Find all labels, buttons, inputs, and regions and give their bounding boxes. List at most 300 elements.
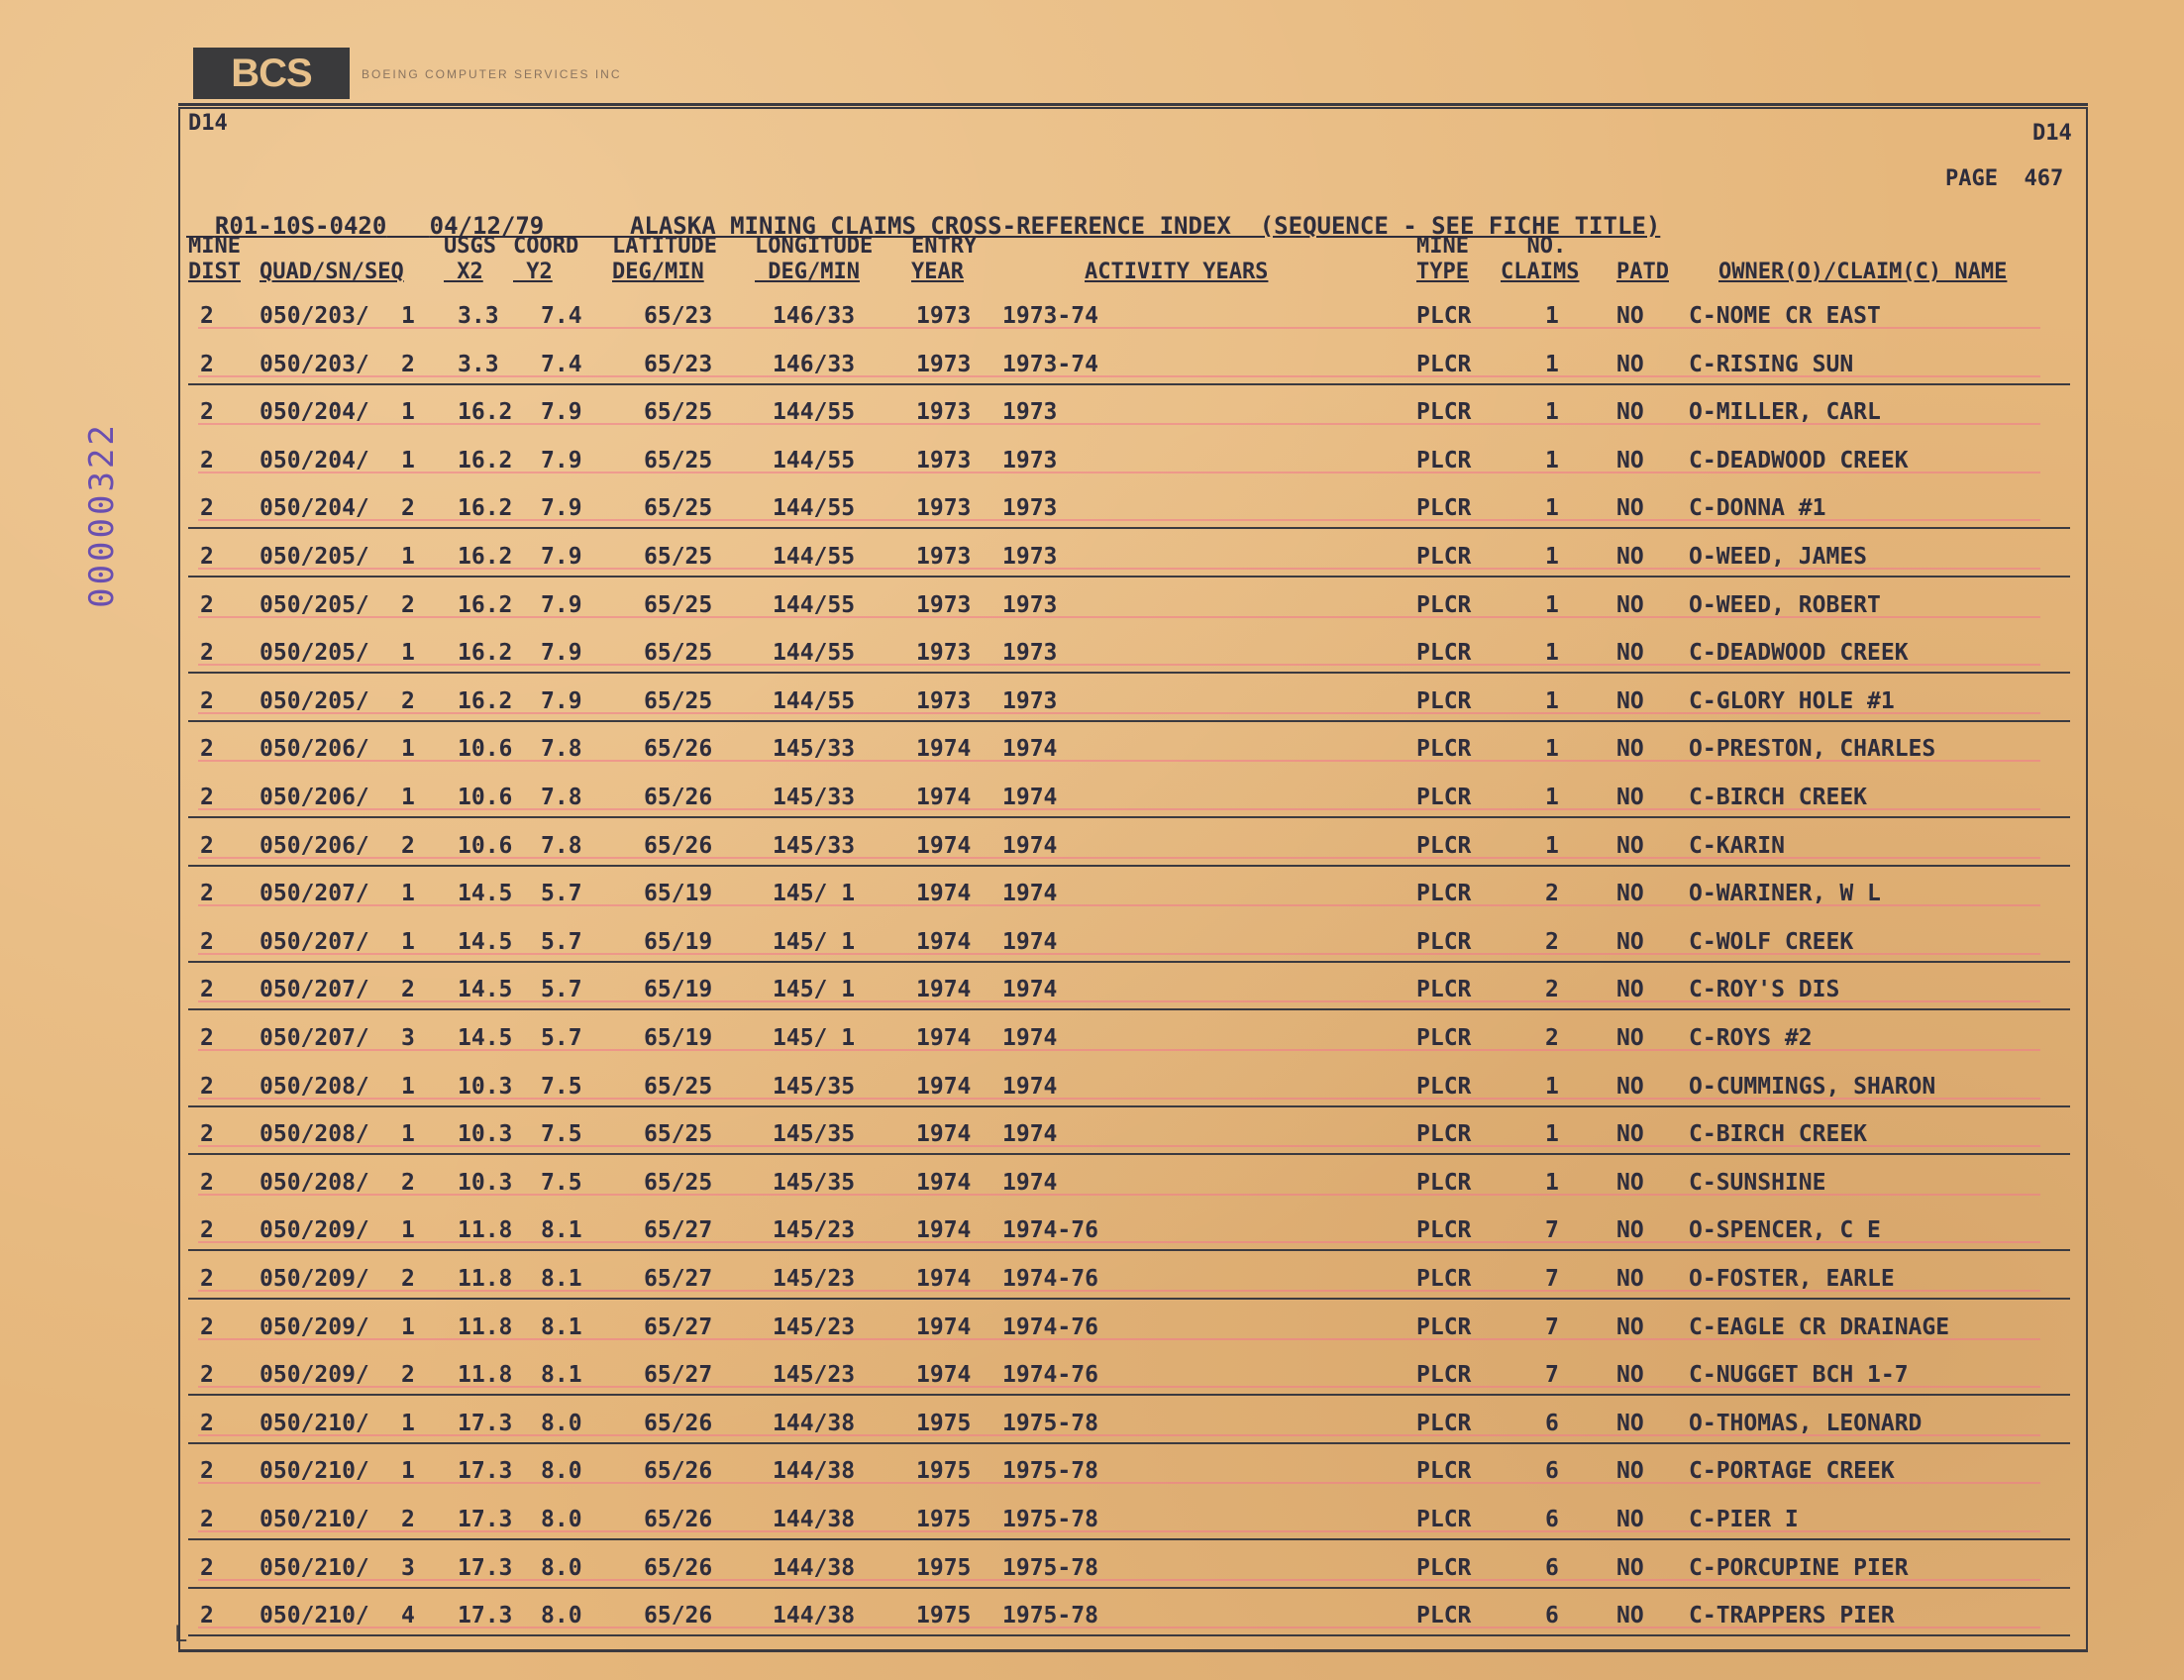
page-code-right: D14	[2032, 121, 2072, 146]
row-rule	[188, 1008, 2070, 1010]
cell-activity-years: 1974	[1002, 832, 1058, 859]
cell-entry-year: 1973	[916, 447, 972, 473]
cell-longitude: 144/55	[773, 447, 856, 473]
header-mine-type	[1416, 234, 1469, 285]
cell-longitude: 144/55	[773, 495, 856, 522]
cell-patd: NO	[1616, 881, 1644, 907]
cell-latitude: 65/25	[644, 399, 713, 426]
cell-claims: 2	[1545, 1025, 1559, 1051]
bcs-logo: BCS	[193, 48, 350, 99]
cell-quad: 050/209/	[260, 1266, 369, 1292]
cell-activity-years: 1973-74	[1002, 351, 1098, 377]
cell-latitude: 65/19	[644, 977, 713, 1003]
cell-activity-years: 1973	[1002, 447, 1058, 473]
row-rule	[188, 383, 2070, 385]
cell-activity-years: 1974	[1002, 1169, 1058, 1196]
table-row	[178, 682, 2088, 730]
cell-dist: 2	[200, 1507, 214, 1532]
cell-activity-years: 1974	[1002, 785, 1058, 810]
cell-claims: 1	[1545, 495, 1559, 522]
cell-quad: 050/203/	[260, 351, 369, 377]
cell-y2: 7.4	[541, 351, 582, 377]
cell-name: O-CUMMINGS, SHARON	[1689, 1073, 1936, 1100]
cell-name: O-THOMAS, LEONARD	[1689, 1410, 1923, 1436]
cell-seq: 1	[401, 928, 415, 955]
cell-y2: 7.9	[541, 544, 582, 570]
header-line2: QUAD/SN/SEQ	[260, 260, 404, 284]
table-row	[178, 1501, 2088, 1548]
cell-y2: 5.7	[541, 881, 582, 907]
cell-longitude: 144/55	[773, 687, 856, 714]
cell-name: O-WARINER, W L	[1689, 881, 1881, 907]
cell-entry-year: 1974	[916, 1266, 972, 1292]
cell-claims: 2	[1545, 928, 1559, 955]
frame-top-rule	[178, 103, 2088, 106]
cell-seq: 1	[401, 736, 415, 763]
cell-y2: 7.8	[541, 785, 582, 810]
cell-x2: 11.8	[458, 1217, 513, 1244]
table-row	[178, 1211, 2088, 1259]
cell-x2: 14.5	[458, 928, 513, 955]
row-rule	[188, 1298, 2070, 1300]
cell-x2: 10.3	[458, 1073, 513, 1100]
page-code-left: D14	[188, 111, 228, 136]
header-line2: X2	[444, 260, 483, 284]
cell-longitude: 144/38	[773, 1603, 856, 1629]
report-title: ALASKA MINING CLAIMS CROSS-REFERENCE INDEX (SEQUENCE - SEE FICHE TITLE)	[629, 212, 1661, 240]
cell-patd: NO	[1616, 1313, 1644, 1340]
row-rule	[188, 1587, 2070, 1589]
cell-seq: 2	[401, 351, 415, 377]
cell-activity-years: 1975-78	[1002, 1554, 1098, 1581]
cell-quad: 050/209/	[260, 1362, 369, 1389]
header-line2: CLAIMS	[1501, 260, 1580, 284]
cell-y2: 7.9	[541, 447, 582, 473]
row-rule	[188, 1634, 2070, 1636]
row-rule	[188, 1394, 2070, 1396]
cell-mine-type: PLCR	[1416, 591, 1472, 618]
cell-x2: 16.2	[458, 640, 513, 667]
cell-y2: 7.9	[541, 591, 582, 618]
row-rule	[188, 1249, 2070, 1251]
cell-name: C-DEADWOOD CREEK	[1689, 640, 1909, 667]
cell-longitude: 144/38	[773, 1458, 856, 1485]
cell-latitude: 65/25	[644, 447, 713, 473]
cell-activity-years: 1975-78	[1002, 1458, 1098, 1485]
table-row	[178, 1356, 2088, 1404]
header-line1: COORD	[513, 234, 579, 259]
cell-name: C-TRAPPERS PIER	[1689, 1603, 1895, 1629]
cell-claims: 7	[1545, 1362, 1559, 1389]
cell-claims: 2	[1545, 977, 1559, 1003]
table-row	[178, 393, 2088, 441]
cell-quad: 050/207/	[260, 977, 369, 1003]
cell-seq: 2	[401, 1169, 415, 1196]
cell-patd: NO	[1616, 1025, 1644, 1051]
cell-dist: 2	[200, 1121, 214, 1148]
cell-activity-years: 1974	[1002, 1025, 1058, 1051]
cell-activity-years: 1974-76	[1002, 1362, 1098, 1389]
cell-dist: 2	[200, 687, 214, 714]
cell-entry-year: 1975	[916, 1603, 972, 1629]
cell-entry-year: 1974	[916, 977, 972, 1003]
cell-dist: 2	[200, 1313, 214, 1340]
table-row	[178, 1405, 2088, 1452]
cell-name: C-PORCUPINE PIER	[1689, 1554, 1909, 1581]
cell-x2: 10.3	[458, 1169, 513, 1196]
row-rule	[188, 1442, 2070, 1444]
cell-seq: 1	[401, 1217, 415, 1244]
cell-quad: 050/209/	[260, 1217, 369, 1244]
cell-claims: 6	[1545, 1554, 1559, 1581]
cell-y2: 7.8	[541, 832, 582, 859]
cell-patd: NO	[1616, 591, 1644, 618]
cell-entry-year: 1974	[916, 1217, 972, 1244]
cell-entry-year: 1973	[916, 351, 972, 377]
report-title-line	[186, 184, 1660, 240]
cell-activity-years: 1973	[1002, 544, 1058, 570]
cell-x2: 10.6	[458, 736, 513, 763]
cell-y2: 7.8	[541, 736, 582, 763]
cell-longitude: 146/33	[773, 351, 856, 377]
cell-x2: 16.2	[458, 447, 513, 473]
cell-patd: NO	[1616, 1458, 1644, 1485]
cell-claims: 1	[1545, 736, 1559, 763]
cell-y2: 7.5	[541, 1121, 582, 1148]
cell-y2: 7.4	[541, 303, 582, 329]
bates-stamp	[77, 406, 122, 614]
cell-dist: 2	[200, 447, 214, 473]
cell-patd: NO	[1616, 1169, 1644, 1196]
cell-mine-type: PLCR	[1416, 1458, 1472, 1485]
cell-claims: 1	[1545, 640, 1559, 667]
header-quad-sn-seq	[260, 234, 404, 285]
cell-latitude: 65/26	[644, 1458, 713, 1485]
header-line1	[260, 234, 404, 260]
cell-name: C-GLORY HOLE #1	[1689, 687, 1895, 714]
cell-latitude: 65/27	[644, 1266, 713, 1292]
header-line2: Y2	[513, 260, 553, 284]
cell-seq: 1	[401, 544, 415, 570]
cell-patd: NO	[1616, 736, 1644, 763]
report-date: 04/12/79	[429, 212, 545, 240]
cell-mine-type: PLCR	[1416, 977, 1472, 1003]
cell-activity-years: 1973-74	[1002, 303, 1098, 329]
cell-dist: 2	[200, 1169, 214, 1196]
cell-seq: 1	[401, 640, 415, 667]
cell-x2: 14.5	[458, 1025, 513, 1051]
cell-x2: 17.3	[458, 1458, 513, 1485]
cell-seq: 3	[401, 1025, 415, 1051]
cell-y2: 7.9	[541, 495, 582, 522]
cell-claims: 1	[1545, 1121, 1559, 1148]
cell-mine-type: PLCR	[1416, 881, 1472, 907]
header-activity-years	[1085, 234, 1268, 285]
cell-activity-years: 1973	[1002, 495, 1058, 522]
cell-x2: 10.3	[458, 1121, 513, 1148]
cell-entry-year: 1974	[916, 881, 972, 907]
cell-longitude: 144/38	[773, 1507, 856, 1532]
cell-dist: 2	[200, 1603, 214, 1629]
cell-activity-years: 1973	[1002, 399, 1058, 426]
cell-patd: NO	[1616, 640, 1644, 667]
cell-name: C-DEADWOOD CREEK	[1689, 447, 1909, 473]
cell-quad: 050/208/	[260, 1169, 369, 1196]
report-id: R01-10S-0420	[214, 212, 387, 240]
cell-activity-years: 1974-76	[1002, 1217, 1098, 1244]
table-row	[178, 1260, 2088, 1308]
cell-entry-year: 1973	[916, 495, 972, 522]
cell-claims: 2	[1545, 881, 1559, 907]
cell-mine-type: PLCR	[1416, 1603, 1472, 1629]
cell-activity-years: 1974	[1002, 1073, 1058, 1100]
cell-y2: 7.5	[541, 1073, 582, 1100]
cell-entry-year: 1975	[916, 1554, 972, 1581]
cell-latitude: 65/25	[644, 495, 713, 522]
cell-x2: 10.6	[458, 785, 513, 810]
table-row	[178, 1115, 2088, 1163]
cell-claims: 1	[1545, 351, 1559, 377]
cell-activity-years: 1974	[1002, 736, 1058, 763]
cell-seq: 1	[401, 785, 415, 810]
cell-mine-type: PLCR	[1416, 1121, 1472, 1148]
cell-seq: 2	[401, 1507, 415, 1532]
cell-x2: 16.2	[458, 495, 513, 522]
header-coord-y2	[513, 234, 578, 285]
cell-y2: 7.9	[541, 687, 582, 714]
cell-patd: NO	[1616, 1121, 1644, 1148]
cell-quad: 050/206/	[260, 832, 369, 859]
cell-name: O-PRESTON, CHARLES	[1689, 736, 1936, 763]
cell-longitude: 145/35	[773, 1121, 856, 1148]
cell-activity-years: 1975-78	[1002, 1507, 1098, 1532]
cell-quad: 050/210/	[260, 1603, 369, 1629]
cell-y2: 5.7	[541, 928, 582, 955]
table-row	[178, 1549, 2088, 1597]
header-longitude	[755, 234, 873, 285]
cell-longitude: 144/38	[773, 1554, 856, 1581]
cell-latitude: 65/23	[644, 303, 713, 329]
cell-claims: 7	[1545, 1217, 1559, 1244]
cell-y2: 8.1	[541, 1217, 582, 1244]
cell-patd: NO	[1616, 351, 1644, 377]
cell-mine-type: PLCR	[1416, 1507, 1472, 1532]
cell-latitude: 65/25	[644, 1121, 713, 1148]
table-row	[178, 923, 2088, 971]
cell-latitude: 65/26	[644, 785, 713, 810]
cell-latitude: 65/27	[644, 1313, 713, 1340]
cell-x2: 11.8	[458, 1313, 513, 1340]
cell-y2: 5.7	[541, 1025, 582, 1051]
header-usgs-x2	[444, 234, 496, 285]
cell-mine-type: PLCR	[1416, 399, 1472, 426]
table-row	[178, 538, 2088, 585]
cell-dist: 2	[200, 977, 214, 1003]
cell-entry-year: 1973	[916, 544, 972, 570]
cell-longitude: 145/ 1	[773, 881, 856, 907]
cell-y2: 8.1	[541, 1362, 582, 1389]
cell-latitude: 65/25	[644, 1073, 713, 1100]
cell-longitude: 145/23	[773, 1266, 856, 1292]
cell-entry-year: 1975	[916, 1507, 972, 1532]
table-row	[178, 634, 2088, 682]
cell-x2: 16.2	[458, 591, 513, 618]
cell-dist: 2	[200, 544, 214, 570]
cell-seq: 1	[401, 1073, 415, 1100]
cell-seq: 1	[401, 303, 415, 329]
table-row	[178, 1164, 2088, 1211]
table-row	[178, 1452, 2088, 1500]
cell-claims: 1	[1545, 303, 1559, 329]
cell-dist: 2	[200, 881, 214, 907]
header-line2: TYPE	[1416, 260, 1469, 284]
cell-latitude: 65/26	[644, 1603, 713, 1629]
cell-quad: 050/208/	[260, 1121, 369, 1148]
header-patd	[1616, 234, 1669, 285]
cell-seq: 1	[401, 447, 415, 473]
table-row	[178, 1019, 2088, 1067]
cell-y2: 5.7	[541, 977, 582, 1003]
cell-y2: 8.0	[541, 1507, 582, 1532]
cell-seq: 4	[401, 1603, 415, 1629]
cell-mine-type: PLCR	[1416, 1073, 1472, 1100]
cell-longitude: 145/23	[773, 1362, 856, 1389]
row-rule	[188, 1153, 2070, 1155]
cell-activity-years: 1974-76	[1002, 1266, 1098, 1292]
table-row	[178, 297, 2088, 345]
cell-name: C-BIRCH CREEK	[1689, 1121, 1868, 1148]
cell-entry-year: 1974	[916, 1169, 972, 1196]
cell-quad: 050/205/	[260, 544, 369, 570]
cell-x2: 11.8	[458, 1362, 513, 1389]
cell-longitude: 144/55	[773, 591, 856, 618]
cell-quad: 050/205/	[260, 687, 369, 714]
cell-dist: 2	[200, 1217, 214, 1244]
cell-mine-type: PLCR	[1416, 544, 1472, 570]
cell-name: C-NOME CR EAST	[1689, 303, 1881, 329]
cell-y2: 8.1	[541, 1313, 582, 1340]
cell-dist: 2	[200, 399, 214, 426]
header-line2: OWNER(O)/CLAIM(C) NAME	[1718, 260, 2008, 284]
table-row	[178, 1068, 2088, 1115]
cell-claims: 1	[1545, 544, 1559, 570]
table-row	[178, 489, 2088, 537]
cell-quad: 050/210/	[260, 1410, 369, 1436]
cell-dist: 2	[200, 832, 214, 859]
table-row	[178, 827, 2088, 875]
cell-activity-years: 1973	[1002, 687, 1058, 714]
header-line1: LATITUDE	[612, 234, 717, 259]
cell-x2: 16.2	[458, 399, 513, 426]
header-line1: NO.	[1501, 234, 1567, 259]
page-number: PAGE 467	[1945, 166, 2064, 191]
cell-seq: 2	[401, 495, 415, 522]
table-row	[178, 346, 2088, 393]
cell-quad: 050/204/	[260, 495, 369, 522]
cell-quad: 050/204/	[260, 399, 369, 426]
header-line1: MINE	[188, 234, 241, 259]
cell-mine-type: PLCR	[1416, 1410, 1472, 1436]
cell-mine-type: PLCR	[1416, 785, 1472, 810]
cell-name: O-MILLER, CARL	[1689, 399, 1881, 426]
cell-name: O-FOSTER, EARLE	[1689, 1266, 1895, 1292]
cell-name: C-ROYS #2	[1689, 1025, 1813, 1051]
cell-y2: 7.9	[541, 399, 582, 426]
cell-latitude: 65/25	[644, 1169, 713, 1196]
table-row	[178, 1597, 2088, 1644]
header-owner-claim-name	[1718, 234, 2007, 285]
cell-quad: 050/207/	[260, 928, 369, 955]
cell-latitude: 65/25	[644, 544, 713, 570]
cell-mine-type: PLCR	[1416, 1313, 1472, 1340]
cell-dist: 2	[200, 591, 214, 618]
cell-entry-year: 1974	[916, 1073, 972, 1100]
cell-y2: 8.0	[541, 1554, 582, 1581]
cell-latitude: 65/25	[644, 640, 713, 667]
table-row	[178, 730, 2088, 778]
cell-quad: 050/207/	[260, 1025, 369, 1051]
cell-quad: 050/205/	[260, 640, 369, 667]
cell-activity-years: 1974	[1002, 977, 1058, 1003]
cell-longitude: 145/33	[773, 785, 856, 810]
cell-seq: 2	[401, 1362, 415, 1389]
cell-entry-year: 1974	[916, 1025, 972, 1051]
cell-entry-year: 1974	[916, 736, 972, 763]
cell-longitude: 145/ 1	[773, 928, 856, 955]
cell-quad: 050/208/	[260, 1073, 369, 1100]
cell-name: C-KARIN	[1689, 832, 1785, 859]
row-rule	[188, 961, 2070, 963]
cell-mine-type: PLCR	[1416, 1362, 1472, 1389]
cell-patd: NO	[1616, 303, 1644, 329]
cell-entry-year: 1973	[916, 687, 972, 714]
cell-seq: 2	[401, 591, 415, 618]
table-row	[178, 875, 2088, 922]
cell-latitude: 65/19	[644, 881, 713, 907]
cell-latitude: 65/26	[644, 1507, 713, 1532]
cell-name: C-BIRCH CREEK	[1689, 785, 1868, 810]
cell-longitude: 145/23	[773, 1217, 856, 1244]
header-entry-year	[911, 234, 977, 285]
cell-entry-year: 1974	[916, 1313, 972, 1340]
cell-patd: NO	[1616, 1362, 1644, 1389]
header-line1: USGS	[444, 234, 496, 259]
cell-dist: 2	[200, 1458, 214, 1485]
cell-name: C-SUNSHINE	[1689, 1169, 1826, 1196]
cell-name: C-DONNA #1	[1689, 495, 1826, 522]
cell-activity-years: 1975-78	[1002, 1410, 1098, 1436]
cell-quad: 050/204/	[260, 447, 369, 473]
cell-patd: NO	[1616, 447, 1644, 473]
cell-y2: 8.1	[541, 1266, 582, 1292]
cell-x2: 3.3	[458, 303, 499, 329]
cell-patd: NO	[1616, 785, 1644, 810]
frame-corner-mark: L	[174, 1623, 188, 1647]
cell-mine-type: PLCR	[1416, 1217, 1472, 1244]
header-no-claims	[1501, 234, 1579, 285]
cell-mine-type: PLCR	[1416, 303, 1472, 329]
cell-longitude: 144/55	[773, 399, 856, 426]
cell-quad: 050/203/	[260, 303, 369, 329]
cell-claims: 1	[1545, 447, 1559, 473]
cell-claims: 6	[1545, 1507, 1559, 1532]
header-line2: ACTIVITY YEARS	[1085, 260, 1269, 284]
cell-dist: 2	[200, 303, 214, 329]
header-line1	[1085, 234, 1268, 260]
cell-dist: 2	[200, 785, 214, 810]
cell-quad: 050/209/	[260, 1313, 369, 1340]
row-rule	[188, 1105, 2070, 1107]
